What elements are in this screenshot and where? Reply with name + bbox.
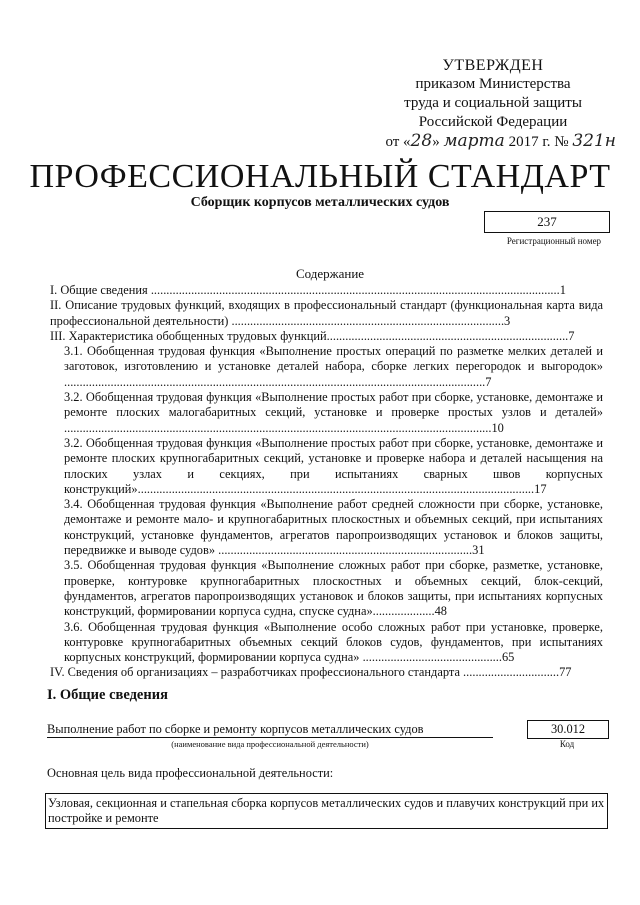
toc-heading: Содержание (295, 266, 365, 281)
order-date-line (368, 132, 618, 152)
date-year: 2017 г. № (508, 134, 569, 150)
section-1-heading: I. Общие сведения (47, 687, 168, 703)
activity-code-box: 30.012 (527, 720, 609, 739)
document-title: ПРОФЕССИОНАЛЬНЫЙ СТАНДАРТ (29, 158, 611, 195)
toc-entry-section-1[interactable]: I. Общие сведения ....................................................................................................................................1 (50, 283, 566, 297)
date-day: 28 (410, 131, 433, 151)
toc-entry-3-4[interactable]: 3.4. Обобщенная трудовая функция «Выполнение работ средней сложности при сборке, установке, демонтаже и ремонте мало- и крупногабаритных плоскостных и объемных секций, при испытаниях конструкций, установке фундаментов, агрегатов паропроизводящих установок и блоков защиты, передвижке и выводе судов» ..................................................................................31 (64, 497, 603, 558)
approval-block (368, 56, 618, 152)
toc-entry-3-3[interactable]: 3.2. Обобщенная трудовая функция «Выполнение простых работ при сборке, установке, демонтаже и ремонте плоских крупногабаритных секций, установке и проверке набора и деталей насыщения на плоских узлах и секциях, при испытаниях сварных швов корпусных конструкций»................................................................................................................................17 (64, 435, 603, 496)
main-goal-label: Основная цель вида профессиональной деятельности: (47, 766, 334, 780)
date-prefix: от « (385, 134, 411, 150)
main-goal-box: Узловая, секционная и стапельная сборка корпусов металлических судов и плавучих конструкций при их постройке и ремонте (45, 793, 608, 829)
approval-line-1: приказом Министерства (415, 76, 571, 92)
approval-line-2: труда и социальной защиты (404, 95, 582, 111)
toc-entry-section-2[interactable]: II. Описание трудовых функций, входящих в профессиональный стандарт (функциональная карта вида профессиональной деятельности) ........................................................................................3 (50, 298, 603, 328)
toc-entry-3-1[interactable]: 3.1. Обобщенная трудовая функция «Выполнение простых операций по разметке мелких деталей и заготовок, изготовлению и установке деталей набора, сборке легких перегородок и выгородок» ........................................................................................................................................7 (64, 344, 603, 389)
activity-kind-caption: (наименование вида профессиональной деятельности) (171, 739, 369, 749)
toc-entry-3-6[interactable]: 3.6. Обобщенная трудовая функция «Выполнение особо сложных работ при установке, проверке, контуровке крупногабаритных объемных секций блоков судов, фундаментов, при испытаниях корпусных конструкций, формировании корпуса судна» .............................................65 (64, 619, 603, 665)
toc-entry-section-4[interactable]: IV. Сведения об организациях – разработчиках профессионального стандарта ...............................77 (50, 665, 572, 680)
order-number: 321н (572, 131, 616, 151)
registration-number-box: 237 (484, 211, 610, 233)
date-sep: » (432, 134, 440, 150)
toc-entry-section-3[interactable]: III. Характеристика обобщенных трудовых функций..............................................................................7 (50, 328, 575, 343)
toc-entry-3-5[interactable]: 3.5. Обобщенная трудовая функция «Выполнение сложных работ при сборке, разметке, установке, проверке, контуровке крупногабаритных плоскостных и объемных секций, блок-секций, фундаментов, агрегатов паропроизводящих установок и блоков защиты, при испытаниях корпусных конструкций, формировании корпуса судна, спуске судна»....................48 (64, 558, 603, 619)
toc-entry-3-2[interactable]: 3.2. Обобщенная трудовая функция «Выполнение простых работ при сборке, установке, демонтаже и ремонте плоских малогабаритных секций, установке и проверке простых узлов и деталей» ..........................................................................................................................................10 (64, 390, 603, 435)
activity-kind-field: Выполнение работ по сборке и ремонту корпусов металлических судов (47, 722, 493, 738)
approval-heading: УТВЕРЖДЕН (442, 57, 544, 74)
table-of-contents (50, 283, 603, 681)
document-subtitle: Сборщик корпусов металлических судов (190, 195, 450, 210)
activity-code-caption: Код (559, 739, 575, 749)
date-month: марта (443, 131, 505, 151)
registration-number-label: Регистрационный номер (506, 236, 602, 246)
approval-line-3: Российской Федерации (418, 114, 568, 130)
